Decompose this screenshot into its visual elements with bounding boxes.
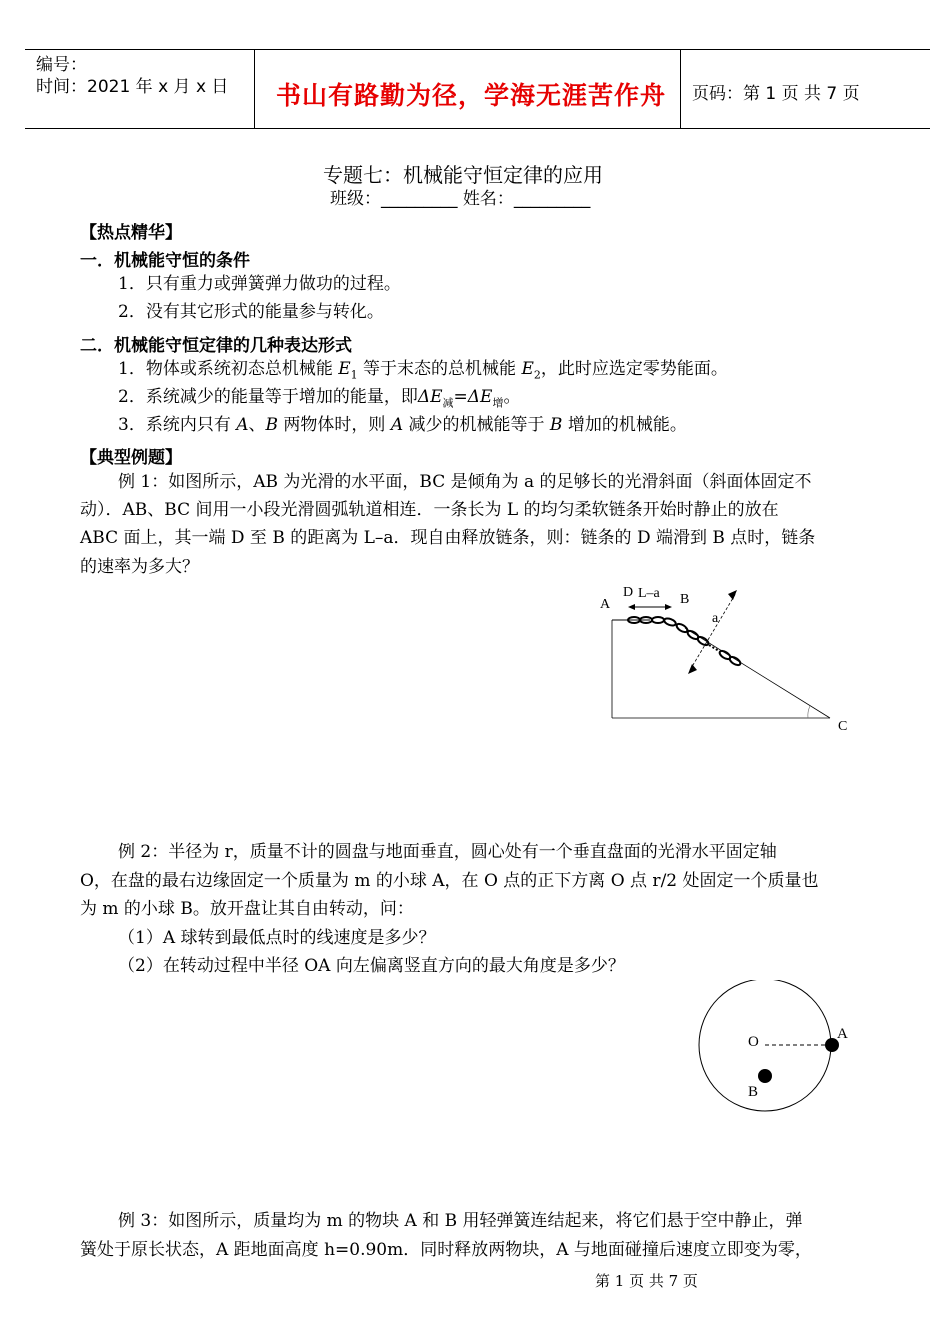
example-1-line-2: 动）．AB、BC 间用一小段光滑圆弧轨道相连．一条长为 L 的均匀柔软链条开始时静止的放在 — [80, 500, 779, 520]
header-bottom-rule — [25, 128, 930, 129]
figure1-label-angle-a: a — [712, 611, 719, 626]
header-motto: 书山有路勤为径，学海无涯苦作舟 — [276, 81, 667, 110]
figure1-dimension-arrow-right — [665, 604, 672, 610]
figure1-chain — [628, 617, 742, 667]
figure1-arrow-up — [728, 590, 737, 600]
example-1-line-1: 例 1：如图所示，AB 为光滑的水平面，BC 是倾角为 a 的足够长的光滑斜面（斜面体固定不 — [118, 472, 812, 492]
expression-2: 2．系统减少的能量等于增加的能量，即$\Delta E_减=\Delta E_增$。 — [118, 387, 521, 410]
section-hot-heading: 【热点精华】 — [80, 223, 182, 243]
example-2-line-3: 为 m 的小球 B。放开盘让其自由转动，问： — [80, 899, 414, 919]
header-divider-right — [680, 49, 681, 129]
example-2-question-1: （1）A 球转到最低点时的线速度是多少？ — [118, 928, 436, 948]
footer-page-number: 第 1 页 共 7 页 — [595, 1272, 698, 1290]
figure1-dimension-arrow-left — [628, 604, 635, 610]
page-title: 专题七：机械能守恒定律的应用 — [323, 163, 603, 187]
header-top-rule — [25, 49, 930, 50]
figure-chain-incline — [590, 578, 860, 738]
figure1-arrow-down — [688, 664, 697, 674]
expression-3: 3．系统内只有 A、B 两物体时，则 A 减少的机械能等于 B 增加的机械能。 — [118, 415, 687, 435]
figure1-label-b: B — [680, 592, 690, 607]
figure2-label-b: B — [748, 1084, 759, 1100]
heading-conditions: 一．机械能守恒的条件 — [80, 251, 250, 271]
header-number-label: 编号： — [36, 55, 87, 75]
figure1-label-d: D — [623, 585, 634, 600]
section-typical-heading: 【典型例题】 — [80, 448, 182, 468]
header-time-label: 时间：2021 年 x 月 x 日 — [36, 77, 229, 97]
example-1-line-3: ABC 面上，其一端 D 至 B 的距离为 L–a．现自由释放链条，则：链条的 D 端滑到 B 点时，链条 — [80, 528, 816, 548]
figure1-incline — [685, 628, 830, 718]
heading-expressions: 二．机械能守恒定律的几种表达形式 — [80, 336, 352, 356]
figure1-label-la: L–a — [638, 586, 660, 601]
figure2-label-o: O — [748, 1034, 759, 1050]
header-page-info: 页码：第 1 页 共 7 页 — [692, 84, 860, 104]
figure2-label-a: A — [837, 1026, 848, 1042]
example-2-line-1: 例 2：半径为 r，质量不计的圆盘与地面垂直，圆心处有一个垂直盘面的光滑水平固定轴 — [118, 842, 777, 862]
figure1-label-c: C — [838, 719, 848, 734]
expression-1: 1．物体或系统初态总机械能 $E_1$ 等于末态的总机械能 $E_2$，此时应选定零势能面。 — [118, 359, 728, 382]
example-3-line-2: 簧处于原长状态，A 距地面高度 h=0.90m．同时释放两物块，A 与地面碰撞后速度立即变为零， — [80, 1240, 812, 1260]
condition-1: 1．只有重力或弹簧弹力做功的过程。 — [118, 274, 401, 294]
figure-disc — [690, 980, 870, 1120]
header-divider-left — [254, 49, 255, 129]
example-2-line-2: O，在盘的最右边缘固定一个质量为 m 的小球 A，在 O 点的正下方离 O 点 r/2 处固定一个质量也 — [80, 871, 819, 891]
example-2-question-2: （2）在转动过程中半径 OA 向左偏离竖直方向的最大角度是多少？ — [118, 956, 625, 976]
class-name-line: 班级：_________ 姓名：_________ — [330, 189, 591, 209]
example-1-line-4: 的速率为多大？ — [80, 557, 199, 577]
condition-2: 2．没有其它形式的能量参与转化。 — [118, 302, 384, 322]
example-3-line-1: 例 3：如图所示，质量均为 m 的物块 A 和 B 用轻弹簧连结起来，将它们悬于空中静止，弹 — [118, 1211, 803, 1231]
figure2-ball-b — [758, 1069, 772, 1083]
figure1-label-a-point: A — [600, 597, 611, 612]
figure1-angle-arc — [808, 706, 810, 718]
